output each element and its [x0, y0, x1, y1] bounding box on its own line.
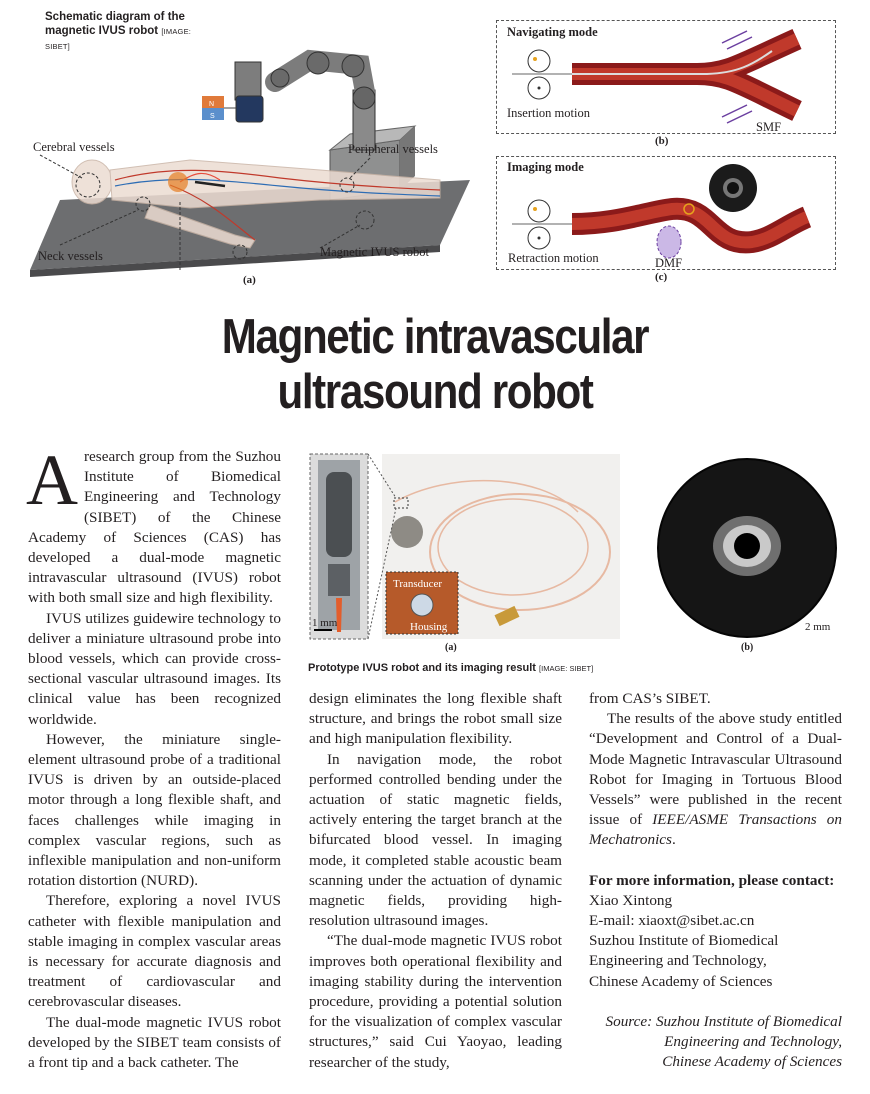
- title-line-1: Magnetic intravascular: [221, 310, 649, 364]
- panel-b-label: (b): [655, 135, 669, 147]
- figure-credit: [IMAGE: SIBET]: [45, 27, 192, 51]
- robot-arm: [235, 52, 375, 150]
- paragraph: Therefore, exploring a novel IVUS catheter with flexible manipulation and stable imaging in complex vascular areas is necessary for accurate diagnosis and treatment of cardiovascular and cerebrovascular diseases.: [28, 892, 281, 1011]
- contact-organization: Suzhou Institute of Biomedical Engineering and Technology,: [589, 932, 779, 970]
- article-column-1: [26, 440, 281, 1073]
- photo-caption: Prototype IVUS robot and its imaging result [IMAGE: SIBET]: [308, 662, 594, 674]
- magnet-s-label: S: [210, 113, 215, 120]
- source-line-1: Source: Suzhou Institute of Biomedical: [605, 1012, 842, 1030]
- article-column-3: [589, 689, 842, 1072]
- photo-label-b: (b): [741, 642, 754, 653]
- panel-a-label: (a): [243, 274, 256, 286]
- photo-label-a: (a): [445, 642, 457, 653]
- transducer-label: Transducer: [393, 578, 443, 590]
- paragraph: Aresearch group from the Suzhou Institute of Biomedical Engineering and Technology (SIBET) of the Chinese Academy of Sciences (CAS) has developed a dual-mode magnetic intravascular ultrasound (IVUS) robot with both small size and high flexibility.: [26, 440, 281, 607]
- panel-c-motion: Retraction motion: [508, 251, 599, 265]
- article-column-2: [309, 689, 562, 1073]
- paragraph: design eliminates the long flexible shaft structure, and brings the robot small size and high manipulation flexibility.: [309, 690, 562, 748]
- label-neck-vessels: Neck vessels: [38, 249, 103, 263]
- journal-name: IEEE/ASME Transactions on Mechatronics: [589, 811, 842, 849]
- label-magnetic-ivus-robot: Magnetic IVUS robot: [320, 245, 430, 259]
- paragraph: The results of the above study entitled “Development and Control of a Dual-Mode Magnetic Intravascular Ultrasound Robot for Imaging in Tortuous Blood Vessels” were published in the recent issue of IEEE/ASME Transactions on Mechatronics.: [589, 710, 842, 849]
- housing-label: Housing: [410, 621, 448, 633]
- source-line-2: Engineering and Technology,: [664, 1033, 842, 1051]
- panel-b-field: SMF: [756, 120, 782, 134]
- paragraph: from CAS’s SIBET.: [589, 690, 711, 707]
- magnet-n-label: N: [209, 101, 215, 108]
- paragraph: In navigation mode, the robot performed controlled bending under the actuation of static magnetic fields, actively entering the target branch at the bifurcated blood vessel. In imaging mode, it completed stable acoustic beam scanning under the actuation of dynamic magnetic fields, providing high-resolution ultrasound images.: [309, 750, 562, 930]
- label-peripheral-vessels: Peripheral vessels: [348, 142, 438, 156]
- paragraph: “The dual-mode magnetic IVUS robot improves both operational flexibility and imaging stability during the intervention procedure, providing a potential solution for the visualization of complex vascular structures,” said Cui Yaoyao, leading researcher of the study,: [309, 932, 562, 1071]
- paragraph: The dual-mode magnetic IVUS robot developed by the SIBET team consists of a front tip and a back catheter. The: [28, 1013, 281, 1072]
- source-line-3: Chinese Academy of Sciences: [662, 1053, 842, 1071]
- title-line-2: ultrasound robot: [277, 365, 593, 419]
- label-cerebral-vessels: Cerebral vessels: [33, 140, 115, 154]
- contact-heading: For more information, please contact:: [589, 871, 835, 889]
- contact-organization-2: Chinese Academy of Sciences: [589, 972, 773, 990]
- page-title: [61, 310, 809, 420]
- contact-email[interactable]: E-mail: xiaoxt@sibet.ac.cn: [589, 912, 755, 930]
- panel-b-motion: Insertion motion: [507, 106, 590, 120]
- dropcap: A: [26, 440, 78, 520]
- paragraph: IVUS utilizes guidewire technology to deliver a miniature ultrasound probe into blood vessels, which can provide cross-sectional vascular ultrasound images. Its clinical value has been recognized worldwide.: [28, 609, 281, 728]
- scale-bar-left-label: 1 mm: [312, 617, 338, 629]
- figure-caption: Schematic diagram of the magnetic IVUS robot [IMAGE: SIBET]: [45, 11, 192, 51]
- contact-name: Xiao Xintong: [589, 891, 673, 909]
- panel-c-field: DMF: [655, 256, 683, 270]
- panel-c-label: (c): [655, 271, 668, 283]
- prototype-photo: [308, 452, 848, 657]
- panel-b-title: Navigating mode: [507, 25, 598, 39]
- panel-c-title: Imaging mode: [507, 160, 584, 174]
- scale-bar-right-label: 2 mm: [805, 621, 831, 633]
- photo-credit: [IMAGE: SIBET]: [539, 664, 594, 673]
- paragraph: However, the miniature single-element ultrasound probe of a traditional IVUS is driven by an outside-placed motor through a long flexible shaft, and faces challenges while imaging in complex vascular regions, such as inflexible manipulation and non-uniform rotation distortion (NURD).: [28, 730, 281, 890]
